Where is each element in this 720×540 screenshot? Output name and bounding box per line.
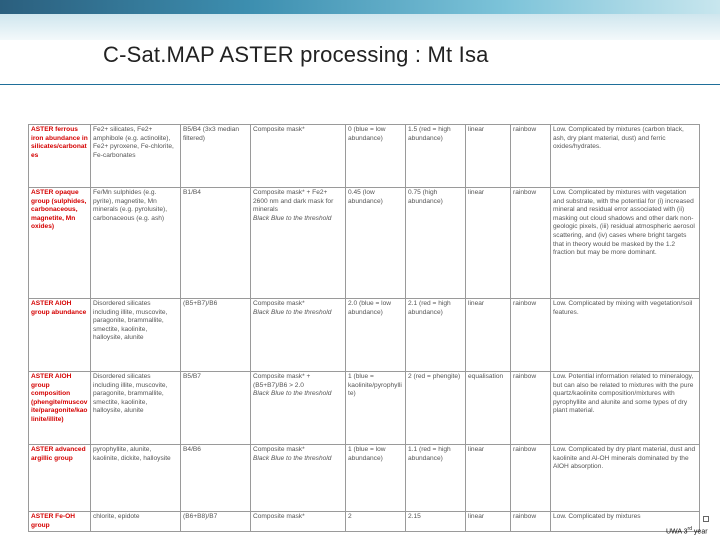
table-cell: 2.15 [406,512,466,532]
table-cell: ASTER advanced argillic group [29,445,91,512]
table-cell: Low. Complicated by mixtures with vegetation and substrate, with the potential for (i) increased mineral and residual error associated with (ii) masking out cloud shadows and other dark non-geologic pixels, (iii) residual atmospheric aerosol scattering, and (iv) cases where bright targets that in theory would be masked by the 1.2 fraction but may be more dominant. [551,188,700,299]
table-cell: rainbow [511,445,551,512]
table-cell: 2.1 (red = high abundance) [406,299,466,372]
table-cell: rainbow [511,512,551,532]
table-cell: 0.45 (low abundance) [346,188,406,299]
table-cell: ASTER Fe-OH group [29,512,91,532]
table-row [29,188,700,299]
table-row [29,512,700,532]
table-row [29,125,700,188]
threshold-note: Black Blue to the threshold [253,454,332,462]
table-cell: rainbow [511,299,551,372]
table-cell: Disordered silicates including illite, muscovite, paragonite, brammallite, smectite, kaolinite, halloysite, alunite [91,372,181,445]
table-cell: Composite mask* Black Blue to the threshold [251,299,346,372]
table-cell: B5/B4 (3x3 median filtered) [181,125,251,188]
table-cell: Low. Complicated by mixing with vegetation/soil features. [551,299,700,372]
table-cell: equalisation [466,372,511,445]
scroll-marker [703,516,709,522]
table-cell: (B6+B8)/B7 [181,512,251,532]
top-gradient-band [0,14,720,40]
table-cell: Low. Potential information related to mineralogy, but can also be related to mixtures with the pure quartz/kaolinite composition/mixtures with pyrophyllite and alunite and some types of dry plant material. [551,372,700,445]
table-cell: B4/B6 [181,445,251,512]
threshold-note: Black Blue to the threshold [253,214,332,222]
table-cell: ASTER opaque group (sulphides, carbonaceous, magnetite, Mn oxides) [29,188,91,299]
table-cell: Low. Complicated by mixtures [551,512,700,532]
table-cell: chlorite, epidote [91,512,181,532]
table-cell: B5/B7 [181,372,251,445]
table-cell: Disordered silicates including illite, muscovite, paragonite, brammallite, smectite, kaolinite, halloysite, alunite [91,299,181,372]
table-cell: Fe/Mn sulphides (e.g. pyrite), magnetite, Mn minerals (e.g. pyrolusite), carbonaceous (e.g. ash) [91,188,181,299]
table-cell: Composite mask* Black Blue to the threshold [251,445,346,512]
table-cell: 1 (blue = kaolinite/pyrophyllite) [346,372,406,445]
table-cell: 2 [346,512,406,532]
threshold-note: Black Blue to the threshold [253,390,332,398]
page-title: C-Sat.MAP ASTER processing : Mt Isa [103,42,489,67]
table-cell: 0 (blue = low abundance) [346,125,406,188]
table-cell: 1.1 (red = high abundance) [406,445,466,512]
table-cell: ASTER AlOH group composition (phengite/muscovite/paragonite/kaolinite/illite) [29,372,91,445]
table-row [29,372,700,445]
table-row [29,445,700,512]
top-accent-band [0,0,720,14]
table-cell: linear [466,188,511,299]
table-cell: linear [466,299,511,372]
table-cell: rainbow [511,125,551,188]
table-cell: linear [466,125,511,188]
table-cell: pyrophyllite, alunite, kaolinite, dickite, halloysite [91,445,181,512]
table-cell: linear [466,445,511,512]
table-cell: Composite mask* [251,512,346,532]
table-cell: Composite mask* + Fe2+ 2600 nm and dark mask for minerals Black Blue to the threshold [251,188,346,299]
table-cell: Low. Complicated by dry plant material, dust and kaolinite and Al-OH minerals dominated by the AlOH absorption. [551,445,700,512]
table-cell: ASTER AlOH group abundance [29,299,91,372]
processing-table [28,124,699,529]
table-cell: 2.0 (blue = low abundance) [346,299,406,372]
table-cell: 1 (blue = low abundance) [346,445,406,512]
table-cell: ASTER ferrous iron abundance in silicates/carbonates [29,125,91,188]
table-cell: 1.5 (red = high abundance) [406,125,466,188]
table-cell: (B5+B7)/B6 [181,299,251,372]
title-divider [0,84,720,85]
table-cell: B1/B4 [181,188,251,299]
table-cell: rainbow [511,188,551,299]
table-cell: linear [466,512,511,532]
table-cell: rainbow [511,372,551,445]
threshold-note: Black Blue to the threshold [253,308,332,316]
table-row [29,299,700,372]
footer-label: UWA 3rd year [666,526,708,536]
table-cell: Low. Complicated by mixtures (carbon black, ash, dry plant material, dust) and ferric oxides/hydrates. [551,125,700,188]
table-cell: Composite mask* [251,125,346,188]
table-cell: Composite mask* + (B5+B7)/B6 > 2.0 Black Blue to the threshold [251,372,346,445]
table-cell: 0.75 (high abundance) [406,188,466,299]
table-cell: Fe2+ silicates, Fe2+ amphibole (e.g. actinolite), Fe2+ pyroxene, Fe-chlorite, Fe-carbonates [91,125,181,188]
table-cell: 2 (red = phengite) [406,372,466,445]
